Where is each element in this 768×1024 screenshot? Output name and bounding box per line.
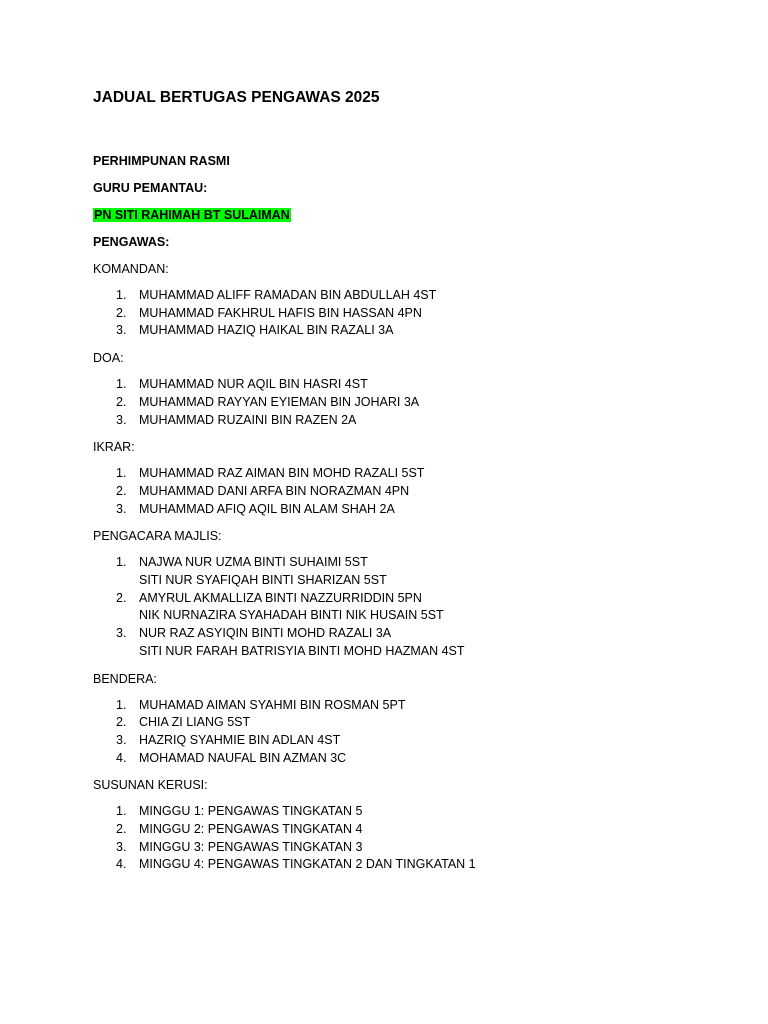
list-kerusi: [93, 803, 713, 874]
section-label-doa: DOA:: [93, 351, 124, 366]
list-item-kerusi: [93, 839, 713, 857]
list-item-text: MUHAMMAD HAZIQ HAIKAL BIN RAZALI 3A: [139, 323, 394, 338]
list-item-text: AMYRUL AKMALLIZA BINTI NAZZURRIDDIN 5PN: [139, 590, 422, 605]
list-item-text: MUHAMMAD RAZ AIMAN BIN MOHD RAZALI 5ST: [139, 466, 425, 481]
document-title: JADUAL BERTUGAS PENGAWAS 2025: [93, 89, 380, 106]
list-item-text: MUHAMMAD AFIQ AQIL BIN ALAM SHAH 2A: [139, 501, 395, 516]
list-item-number: 1.: [116, 697, 127, 712]
list-item-ikrar: [93, 501, 713, 519]
list-item-text: MUHAMMAD RAYYAN EYIEMAN BIN JOHARI 3A: [139, 394, 420, 409]
list-item-text: MINGGU 3: PENGAWAS TINGKATAN 3: [139, 839, 363, 854]
list-item-number: 2.: [116, 305, 127, 320]
list-item-number: 3.: [116, 626, 127, 641]
section-label-pengacara: PENGACARA MAJLIS:: [93, 529, 222, 544]
assembly-heading: PERHIMPUNAN RASMI: [93, 154, 230, 168]
list-item-komandan: [93, 287, 713, 305]
list-item-doa: [93, 394, 713, 412]
list-item-text: NIK NURNAZIRA SYAHADAH BINTI NIK HUSAIN 5ST: [139, 608, 444, 623]
list-item-ikrar: [93, 465, 713, 483]
list-item-text: MUHAMMAD FAKHRUL HAFIS BIN HASSAN 4PN: [139, 305, 422, 320]
list-item-text: HAZRIQ SYAHMIE BIN ADLAN 4ST: [139, 732, 341, 747]
list-item-text: MUHAMMAD ALIFF RAMADAN BIN ABDULLAH 4ST: [139, 288, 437, 302]
list-item-text: SITI NUR FARAH BATRISYIA BINTI MOHD HAZMAN 4ST: [139, 643, 465, 658]
list-item-pengacara: [93, 625, 713, 660]
list-item-pengacara: [93, 590, 713, 625]
list-item-komandan: [93, 305, 713, 323]
list-item-text: MINGGU 4: PENGAWAS TINGKATAN 2 DAN TINGKATAN 1: [139, 857, 476, 872]
list-item-bendera: [93, 750, 713, 768]
section-label-ikrar: IKRAR:: [93, 440, 135, 455]
list-item-text: MUHAMMAD NUR AQIL BIN HASRI 4ST: [139, 377, 368, 392]
list-item-doa: [93, 376, 713, 394]
section-label-komandan: KOMANDAN:: [93, 262, 169, 276]
section-label-kerusi: SUSUNAN KERUSI:: [93, 778, 208, 793]
list-item-text: NUR RAZ ASYIQIN BINTI MOHD RAZALI 3A: [139, 626, 392, 641]
list-item-kerusi: [93, 803, 713, 821]
list-pengacara: [93, 554, 713, 660]
list-item-number: 4.: [116, 750, 127, 765]
list-item-number: 1.: [116, 804, 127, 819]
list-item-number: 3.: [116, 839, 127, 854]
list-item-number: 1.: [116, 288, 127, 302]
list-item-number: 4.: [116, 857, 127, 872]
list-item-text: MINGGU 2: PENGAWAS TINGKATAN 4: [139, 822, 363, 837]
teacher-name-highlight: PN SITI RAHIMAH BT SULAIMAN: [94, 208, 290, 222]
list-item-kerusi: [93, 821, 713, 839]
prefects-label: PENGAWAS:: [93, 235, 170, 249]
list-item-text: MUHAMMAD DANI ARFA BIN NORAZMAN 4PN: [139, 483, 410, 498]
list-item-doa: [93, 412, 713, 430]
list-item-number: 2.: [116, 394, 127, 409]
list-item-number: 1.: [116, 555, 127, 570]
list-item-number: 2.: [116, 483, 127, 498]
list-item-number: 2.: [116, 715, 127, 730]
list-item-number: 1.: [116, 466, 127, 481]
list-item-number: 3.: [116, 323, 127, 338]
list-item-pengacara: [93, 554, 713, 589]
list-item-bendera: [93, 714, 713, 732]
list-komandan: [93, 287, 713, 340]
list-item-text: MOHAMAD NAUFAL BIN AZMAN 3C: [139, 750, 347, 765]
list-item-number: 3.: [116, 412, 127, 427]
section-label-bendera: BENDERA:: [93, 671, 157, 686]
list-item-number: 2.: [116, 822, 127, 837]
list-ikrar: [93, 465, 713, 518]
list-doa: [93, 376, 713, 429]
list-item-ikrar: [93, 483, 713, 501]
list-item-bendera: [93, 732, 713, 750]
list-bendera: [93, 697, 713, 768]
list-item-kerusi: [93, 856, 713, 874]
list-item-text: MINGGU 1: PENGAWAS TINGKATAN 5: [139, 804, 363, 819]
document-body: [93, 152, 713, 883]
list-item-komandan: [93, 322, 713, 340]
list-item-number: 3.: [116, 501, 127, 516]
teacher-label: GURU PEMANTAU:: [93, 181, 208, 195]
list-item-number: 2.: [116, 590, 127, 605]
list-item-text: MUHAMMAD RUZAINI BIN RAZEN 2A: [139, 412, 357, 427]
list-item-bendera: [93, 697, 713, 715]
list-item-number: 3.: [116, 732, 127, 747]
list-item-text: SITI NUR SYAFIQAH BINTI SHARIZAN 5ST: [139, 573, 387, 588]
list-item-text: NAJWA NUR UZMA BINTI SUHAIMI 5ST: [139, 555, 368, 570]
list-item-number: 1.: [116, 377, 127, 392]
list-item-text: MUHAMAD AIMAN SYAHMI BIN ROSMAN 5PT: [139, 697, 406, 712]
teacher-name-line: [93, 206, 713, 224]
list-item-text: CHIA ZI LIANG 5ST: [139, 715, 251, 730]
